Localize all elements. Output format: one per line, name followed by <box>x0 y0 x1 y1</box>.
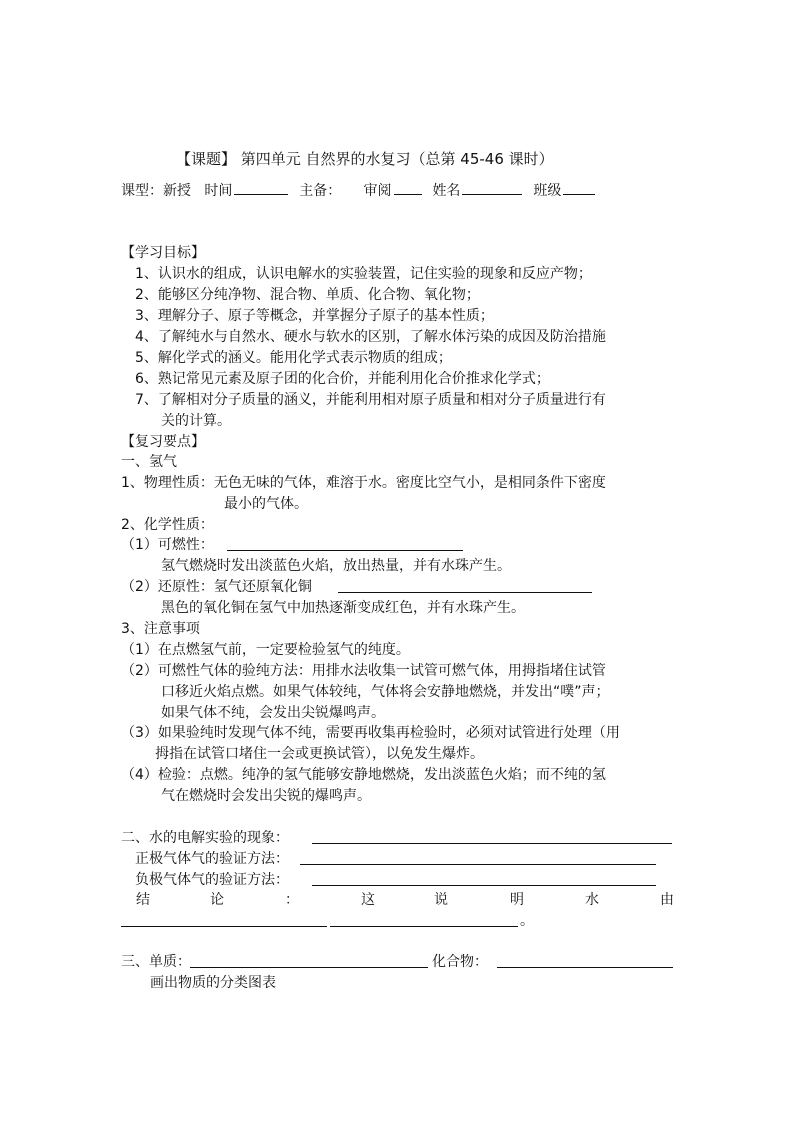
negative-blank[interactable] <box>312 885 656 886</box>
conclusion-char: 这 <box>361 892 375 908</box>
class-blank[interactable] <box>563 180 595 195</box>
time-blank[interactable] <box>234 180 288 195</box>
conclusion-char: ： <box>285 892 299 908</box>
note-3-cont: 拇指在试管口堵住一会或更换试管），以免发生爆炸。 <box>155 746 484 762</box>
notes-heading: 3、注意事项 <box>121 621 200 637</box>
positive-electrode: 正极气体气的验证方法： <box>135 851 289 867</box>
conclusion-char: 结 <box>136 892 150 908</box>
objective-item: 3、理解分子、原子等概念，并掌握分子原子的基本性质； <box>135 308 494 324</box>
note-3: （3）如果验纯时发现气体不纯，需要再收集再检验时，必须对试管进行处理（用 <box>121 725 620 741</box>
section-hydrogen: 一、氢气 <box>121 454 177 470</box>
page-title: 【课题】 第四单元 自然界的水复习（总第 45-46 课时） <box>176 150 554 168</box>
compound-label: 化合物： <box>432 954 488 970</box>
objective-item: 4、了解纯水与自然水、硬水与软水的区别，了解水体污染的成因及防治措施 <box>135 329 606 345</box>
objective-item: 7、了解相对分子质量的涵义，并能利用相对原子质量和相对分子质量进行有 <box>135 392 606 408</box>
phenomenon-blank[interactable] <box>312 843 672 844</box>
name-label: 姓名 <box>432 183 461 199</box>
conclusion-char: 由 <box>660 892 674 908</box>
lesson-type: 课型：新授 <box>121 183 191 199</box>
physical-properties: 1、物理性质：无色无味的气体，难溶于水。密度比空气小，是相同条件下密度 <box>121 475 606 491</box>
objective-item: 5、解化学式的涵义。能用化学式表示物质的组成； <box>135 350 452 366</box>
note-4-cont: 气在燃烧时会发出尖锐的爆鸣声。 <box>161 788 371 804</box>
note-2-cont: 如果气体不纯，会发出尖锐爆鸣声。 <box>161 705 385 721</box>
positive-blank[interactable] <box>300 864 656 865</box>
objective-item-cont: 关的计算。 <box>161 413 231 429</box>
flammability-desc: 氢气燃烧时发出淡蓝色火焰，放出热量，并有水珠产生。 <box>161 558 511 574</box>
review-blank[interactable] <box>394 180 422 195</box>
conclusion-char: 明 <box>510 892 524 908</box>
editor-label: 主备： <box>299 183 342 199</box>
class-label: 班级 <box>533 183 562 199</box>
review-label: 审阅 <box>363 183 392 199</box>
chemical-properties: 2、化学性质： <box>121 517 214 533</box>
conclusion-char: 论 <box>210 892 224 908</box>
review-heading: 【复习要点】 <box>121 434 205 450</box>
reducibility-desc: 黑色的氧化铜在氢气中加热逐渐变成红色，并有水珠产生。 <box>161 600 525 616</box>
objective-item: 1、认识水的组成，认识电解水的实验装置，记住实验的现象和反应产物； <box>135 266 592 282</box>
reducibility: （2）还原性：氢气还原氧化铜 <box>121 579 312 595</box>
negative-electrode: 负极气体气的验证方法： <box>135 872 289 888</box>
conclusion-char: 说 <box>434 892 448 908</box>
classification-instruction: 画出物质的分类图表 <box>150 975 276 991</box>
time-label: 时间 <box>204 183 233 199</box>
physical-properties-cont: 最小的气体。 <box>224 496 308 512</box>
note-4: （4）检验：点燃。纯净的氢气能够安静地燃烧，发出淡蓝色火焰；而不纯的氢 <box>121 767 606 783</box>
flammability: （1）可燃性： <box>121 537 214 553</box>
compound-blank[interactable] <box>497 967 673 968</box>
conclusion-blank-2[interactable] <box>330 926 518 927</box>
objective-item: 6、熟记常见元素及原子团的化合价，并能利用化合价推求化学式； <box>135 371 550 387</box>
note-2-cont: 口移近火焰点燃。如果气体较纯，气体将会安静地燃烧，并发出“噗”声； <box>161 684 610 700</box>
element-label: 三、单质： <box>121 954 191 970</box>
conclusion-char: 水 <box>585 892 599 908</box>
name-blank[interactable] <box>462 180 522 195</box>
element-blank[interactable] <box>190 967 428 968</box>
note-1: （1）在点燃氢气前，一定要检验氢气的纯度。 <box>121 642 410 658</box>
objectives-heading: 【学习目标】 <box>121 245 205 261</box>
objective-item: 2、能够区分纯净物、混合物、单质、化合物、氧化物； <box>135 287 480 303</box>
flammability-blank[interactable] <box>227 550 463 551</box>
electrolysis-phenomenon: 二、水的电解实验的现象： <box>121 830 289 846</box>
meta-row <box>121 180 597 200</box>
conclusion-end: 。 <box>520 913 534 929</box>
note-2: （2）可燃性气体的验纯方法：用排水法收集一试管可燃气体，用拇指堵住试管 <box>121 663 606 679</box>
conclusion-blank-1[interactable] <box>121 926 327 927</box>
reducibility-blank[interactable] <box>338 592 592 593</box>
